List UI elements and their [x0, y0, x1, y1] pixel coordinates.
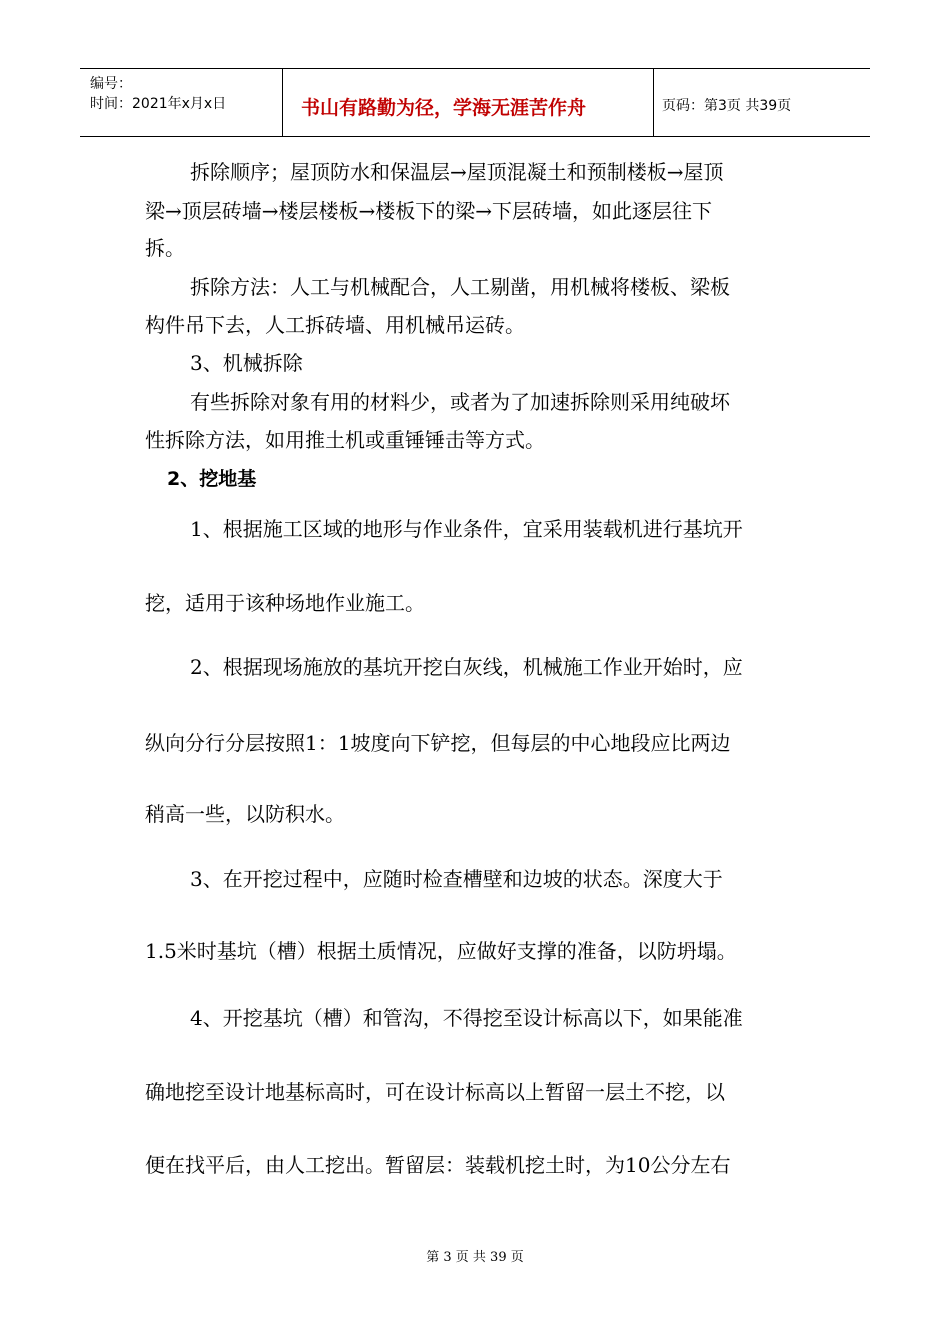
body-line: 拆除顺序；屋顶防水和保温层→屋顶混凝土和预制楼板→屋顶 [190, 160, 724, 184]
body-line: 有些拆除对象有用的材料少，或者为了加速拆除则采用纯破坏 [190, 390, 730, 414]
header-page-info: 页码：第3页 共39页 [662, 98, 792, 114]
body-line: 纵向分行分层按照1：1坡度向下铲挖，但每层的中心地段应比两边 [145, 731, 731, 755]
body-line: 拆除方法：人工与机械配合，人工剔凿，用机械将楼板、梁板 [190, 275, 730, 299]
header-meta-cell [80, 69, 283, 136]
header-motto: 书山有路勤为径，学海无涯苦作舟 [301, 97, 587, 119]
body-line: 1.5米时基坑（槽）根据土质情况，应做好支撑的准备，以防坍塌。 [145, 939, 737, 963]
body-line: 3、在开挖过程中，应随时检查槽壁和边坡的状态。深度大于 [190, 867, 723, 891]
body-line: 稍高一些，以防积水。 [145, 802, 345, 826]
body-line: 确地挖至设计地基标高时，可在设计标高以上暂留一层土不挖，以 [145, 1080, 725, 1104]
page-footer: 第 3 页 共 39 页 [426, 1250, 524, 1265]
body-line: 便在找平后，由人工挖出。暂留层：装载机挖土时，为10公分左右 [145, 1153, 731, 1177]
header-page-cell [654, 69, 870, 136]
body-line: 3、机械拆除 [190, 351, 303, 375]
body-line: 1、根据施工区域的地形与作业条件，宜采用装载机进行基坑开 [190, 517, 743, 541]
body-line: 性拆除方法，如用推土机或重锤锤击等方式。 [145, 428, 545, 452]
section-heading: 2、挖地基 [167, 468, 257, 490]
document-time-label: 时间：2021年x月x日 [90, 96, 227, 112]
document-header [80, 68, 870, 137]
body-line: 梁→顶层砖墙→楼层楼板→楼板下的梁→下层砖墙，如此逐层往下 [145, 199, 713, 223]
header-motto-cell [283, 69, 654, 136]
body-line: 拆。 [145, 236, 185, 260]
document-number-label: 编号： [90, 76, 132, 92]
body-line: 2、根据现场施放的基坑开挖白灰线，机械施工作业开始时，应 [190, 655, 743, 679]
body-line: 挖，适用于该种场地作业施工。 [145, 591, 425, 615]
body-line: 构件吊下去，人工拆砖墙、用机械吊运砖。 [145, 313, 525, 337]
body-line: 4、开挖基坑（槽）和管沟，不得挖至设计标高以下，如果能准 [190, 1006, 743, 1030]
